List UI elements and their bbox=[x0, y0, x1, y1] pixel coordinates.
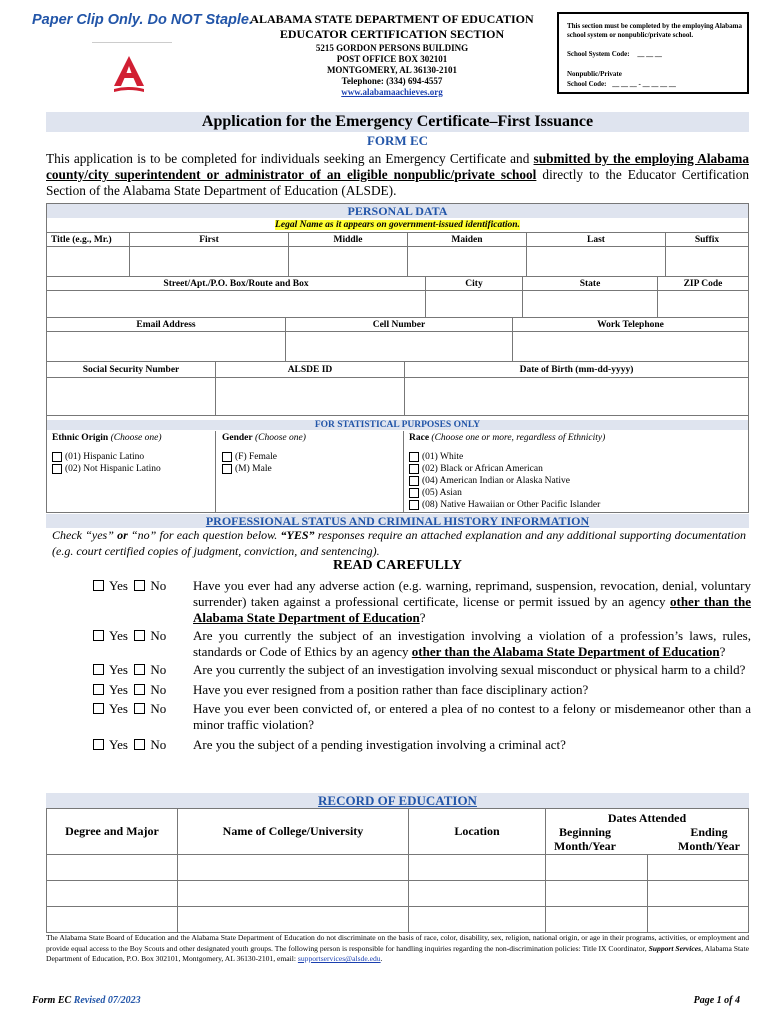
nonpublic-code-field[interactable]: __ __ __ - __ __ __ __ bbox=[612, 80, 676, 88]
question-emphasis: other than the Alabama State Department of Education bbox=[193, 594, 752, 625]
instr-text-1: Check “yes” bbox=[52, 528, 118, 542]
work-telephone-field[interactable] bbox=[513, 332, 749, 362]
no-label: No bbox=[150, 701, 167, 716]
email-field[interactable] bbox=[47, 332, 286, 362]
middle-name-label: Middle bbox=[289, 233, 408, 247]
alsde-logo bbox=[110, 54, 148, 94]
race-option[interactable] bbox=[409, 463, 605, 475]
form-name: Form EC bbox=[32, 995, 72, 1006]
work-telephone-label: Work Telephone bbox=[513, 318, 749, 332]
dates-cell bbox=[546, 907, 749, 933]
school-system-code-label: School System Code: bbox=[567, 50, 630, 58]
yes-checkbox[interactable] bbox=[93, 684, 104, 695]
zip-label: ZIP Code bbox=[658, 277, 749, 291]
college-header: Name of College/University bbox=[178, 809, 409, 855]
ethnic-option-label: (01) Hispanic Latino bbox=[65, 452, 145, 462]
checkbox-icon[interactable] bbox=[409, 464, 419, 474]
yes-checkbox[interactable] bbox=[93, 664, 104, 675]
question-item bbox=[93, 628, 751, 660]
instr-or: or bbox=[117, 528, 128, 542]
degree-field[interactable] bbox=[47, 855, 178, 881]
gender-option-male[interactable] bbox=[222, 463, 306, 475]
checkbox-icon[interactable] bbox=[222, 452, 232, 462]
statistical-heading: FOR STATISTICAL PURPOSES ONLY bbox=[47, 420, 748, 430]
ssn-field[interactable] bbox=[47, 378, 216, 416]
location-header: Location bbox=[409, 809, 546, 855]
race-hint: (Choose one or more, regardless of Ethnicity) bbox=[431, 433, 606, 443]
title-field[interactable] bbox=[47, 247, 130, 277]
begin-date-field[interactable] bbox=[546, 881, 648, 906]
checkbox-icon[interactable] bbox=[52, 464, 62, 474]
address-line-1: 5215 GORDON PERSONS BUILDING bbox=[315, 43, 469, 53]
instr-text-2: “no” for each question below. bbox=[127, 528, 281, 542]
ethnic-option-2[interactable] bbox=[52, 463, 162, 475]
no-label: No bbox=[150, 578, 167, 593]
question-text: Are you the subject of a pending investigation involving a criminal act? bbox=[193, 737, 566, 752]
race-option-label: (04) American Indian or Alaska Native bbox=[422, 476, 570, 486]
question-end: ? bbox=[719, 644, 726, 659]
maiden-name-field[interactable] bbox=[408, 247, 527, 277]
checkbox-icon[interactable] bbox=[52, 452, 62, 462]
race-option[interactable] bbox=[409, 451, 605, 463]
location-field[interactable] bbox=[409, 907, 546, 933]
header-divider bbox=[92, 42, 172, 43]
question-item bbox=[93, 737, 751, 753]
checkbox-icon[interactable] bbox=[409, 476, 419, 486]
disclaimer bbox=[46, 933, 749, 965]
no-label: No bbox=[150, 628, 167, 643]
question-text: Are you currently the subject of an investigation involving sexual misconduct or physical harm to a child? bbox=[193, 662, 746, 677]
revised-date: Revised 07/2023 bbox=[73, 995, 141, 1006]
ethnic-origin-label: Ethnic Origin bbox=[52, 433, 109, 443]
dates-attended-label: Dates Attended bbox=[607, 810, 687, 825]
telephone: Telephone: (334) 694-4557 bbox=[341, 76, 443, 86]
location-field[interactable] bbox=[409, 855, 546, 881]
question-text: Have you ever resigned from a position rather than face disciplinary action? bbox=[193, 682, 589, 697]
employer-note: This section must be completed by the employing Alabama school system or nonpublic/private school. bbox=[567, 22, 743, 39]
dept-name: ALABAMA STATE DEPARTMENT OF EDUCATION bbox=[250, 12, 534, 26]
last-name-label: Last bbox=[527, 233, 666, 247]
yes-checkbox[interactable] bbox=[93, 703, 104, 714]
website-link[interactable]: www.alabamaachieves.org bbox=[341, 87, 443, 97]
disclaimer-text-2: , Alabama State Department of Education, P.O. Box 302101, Montgomery, AL 36130-2101, email: bbox=[46, 943, 749, 963]
end-date-field[interactable] bbox=[648, 881, 749, 906]
state-label: State bbox=[523, 277, 658, 291]
support-email-link[interactable]: supportservices@alsde.edu bbox=[297, 954, 381, 963]
degree-header: Degree and Major bbox=[47, 809, 178, 855]
race-option-label: (05) Asian bbox=[422, 488, 462, 498]
school-system-code-field[interactable]: __ __ __ bbox=[637, 50, 662, 58]
yes-checkbox[interactable] bbox=[93, 630, 104, 641]
paper-clip-note: Paper Clip Only. Do NOT Staple. bbox=[32, 12, 254, 28]
form-label: FORM EC bbox=[366, 133, 429, 148]
first-name-field[interactable] bbox=[130, 247, 289, 277]
education-table bbox=[46, 808, 749, 933]
maiden-name-label: Maiden bbox=[408, 233, 527, 247]
college-field[interactable] bbox=[178, 881, 409, 907]
checkbox-icon[interactable] bbox=[222, 464, 232, 474]
yes-label: Yes bbox=[109, 628, 128, 643]
intro-paragraph bbox=[46, 151, 749, 199]
disclaimer-end: . bbox=[380, 954, 383, 963]
ethnic-option-1[interactable] bbox=[52, 451, 162, 463]
checkbox-icon[interactable] bbox=[409, 488, 419, 498]
no-checkbox[interactable] bbox=[134, 630, 145, 641]
page-number: Page 1 of 4 bbox=[693, 995, 740, 1006]
race-label: Race bbox=[409, 433, 430, 443]
no-checkbox[interactable] bbox=[134, 739, 145, 750]
question-end: ? bbox=[419, 610, 426, 625]
last-name-field[interactable] bbox=[527, 247, 666, 277]
no-checkbox[interactable] bbox=[134, 664, 145, 675]
address-line-2: POST OFFICE BOX 302101 bbox=[336, 54, 448, 64]
read-carefully: READ CAREFULLY bbox=[332, 558, 462, 573]
yes-checkbox[interactable] bbox=[93, 739, 104, 750]
question-item bbox=[93, 578, 751, 626]
gender-option-female[interactable] bbox=[222, 451, 306, 463]
no-label: No bbox=[150, 682, 167, 697]
end-date-field[interactable] bbox=[648, 855, 749, 880]
email-label: Email Address bbox=[47, 318, 286, 332]
cell-number-field[interactable] bbox=[286, 332, 513, 362]
id-table bbox=[46, 361, 749, 416]
yes-label: Yes bbox=[109, 701, 128, 716]
gender-option-label: (F) Female bbox=[235, 452, 277, 462]
ending-label: Ending bbox=[690, 824, 728, 839]
ethnic-option-label: (02) Not Hispanic Latino bbox=[65, 464, 161, 474]
ssn-label: Social Security Number bbox=[47, 362, 216, 378]
yes-label: Yes bbox=[109, 662, 128, 677]
question-item bbox=[93, 701, 751, 733]
dob-label: Date of Birth (mm-dd-yyyy) bbox=[405, 362, 749, 378]
no-checkbox[interactable] bbox=[134, 684, 145, 695]
gender-option-label: (M) Male bbox=[235, 464, 272, 474]
checkbox-icon[interactable] bbox=[409, 452, 419, 462]
street-label: Street/Apt./P.O. Box/Route and Box bbox=[47, 277, 426, 291]
intro-text-2: directly to the Educator Certification Section of the Alabama State Department of Education (ALSDE). bbox=[46, 167, 750, 198]
intro-text-1: This application is to be completed for individuals seeking an Emergency Certificate and bbox=[46, 151, 534, 166]
yes-checkbox[interactable] bbox=[93, 580, 104, 591]
alsde-id-label: ALSDE ID bbox=[216, 362, 405, 378]
stat-divider-2 bbox=[403, 431, 404, 513]
race-group bbox=[409, 433, 605, 511]
yes-label: Yes bbox=[109, 578, 128, 593]
page-title: Application for the Emergency Certificate–First Issuance bbox=[46, 112, 749, 132]
question-text: Have you ever had any adverse action (e.g. warning, reprimand, suspension, revocation, denial, voluntary surrender) taken against a professional certificate, license or permit issued by an agency bbox=[193, 578, 751, 609]
question-item bbox=[93, 662, 751, 678]
gender-hint: (Choose one) bbox=[254, 433, 306, 443]
cell-number-label: Cell Number bbox=[286, 318, 513, 332]
college-field[interactable] bbox=[178, 907, 409, 933]
race-option[interactable] bbox=[409, 475, 605, 487]
dates-cell bbox=[546, 881, 749, 907]
address-line-3: MONTGOMERY, AL 36130-2101 bbox=[326, 65, 458, 75]
state-field[interactable] bbox=[523, 291, 658, 318]
nonpublic-label: Nonpublic/Private bbox=[567, 70, 622, 78]
suffix-field[interactable] bbox=[666, 247, 749, 277]
employer-box bbox=[557, 12, 749, 94]
ending-sub: Month/Year bbox=[678, 838, 740, 853]
street-field[interactable] bbox=[47, 291, 426, 318]
alsde-id-field[interactable] bbox=[216, 378, 405, 416]
question-emphasis: other than the Alabama State Department of Education bbox=[411, 644, 720, 659]
yes-label: Yes bbox=[109, 737, 128, 752]
legal-name-note: Legal Name as it appears on government-issued identification. bbox=[275, 220, 520, 230]
race-option-label: (02) Black or African American bbox=[422, 464, 543, 474]
degree-field[interactable] bbox=[47, 907, 178, 933]
first-name-label: First bbox=[130, 233, 289, 247]
professional-heading: PROFESSIONAL STATUS AND CRIMINAL HISTORY INFORMATION bbox=[46, 514, 749, 528]
personal-data-heading: PERSONAL DATA bbox=[47, 204, 748, 218]
begin-date-field[interactable] bbox=[546, 855, 648, 880]
name-table bbox=[46, 232, 749, 277]
disclaimer-support-services: Support Services bbox=[648, 943, 702, 953]
contact-table bbox=[46, 317, 749, 362]
address-table bbox=[46, 276, 749, 318]
stat-divider-1 bbox=[215, 431, 216, 513]
city-label: City bbox=[426, 277, 523, 291]
professional-instructions bbox=[52, 528, 746, 559]
ethnic-origin-group bbox=[52, 433, 162, 475]
no-label: No bbox=[150, 662, 167, 677]
intro-emphasis: submitted by the employing Alabama county/city superintendent or administrator of an eligible nonpublic/private school bbox=[46, 151, 749, 182]
ethnic-hint: (Choose one) bbox=[110, 433, 162, 443]
college-field[interactable] bbox=[178, 855, 409, 881]
question-text: Are you currently the subject of an investigation involving a violation of a profession’s laws, rules, standards or Code of Ethics by an agency bbox=[193, 628, 751, 659]
begin-date-field[interactable] bbox=[546, 907, 648, 932]
middle-name-field[interactable] bbox=[289, 247, 408, 277]
section-name: EDUCATOR CERTIFICATION SECTION bbox=[279, 27, 505, 41]
race-option-label: (01) White bbox=[422, 452, 464, 462]
suffix-label: Suffix bbox=[666, 233, 749, 247]
education-heading: RECORD OF EDUCATION bbox=[46, 793, 749, 808]
no-checkbox[interactable] bbox=[134, 703, 145, 714]
beginning-sub: Month/Year bbox=[554, 838, 616, 853]
yes-label: Yes bbox=[109, 682, 128, 697]
beginning-label: Beginning bbox=[558, 824, 612, 839]
instr-text-3: responses require an attached explanation and any additional supporting documentation (e.g. court certified copies of judgment, conviction, and sentencing). bbox=[52, 528, 746, 558]
title-label: Title (e.g., Mr.) bbox=[47, 233, 130, 247]
checkbox-icon[interactable] bbox=[409, 500, 419, 510]
race-option[interactable] bbox=[409, 499, 605, 511]
city-field[interactable] bbox=[426, 291, 523, 318]
no-label: No bbox=[150, 737, 167, 752]
question-text: Have you ever been convicted of, or entered a plea of no contest to a felony or misdemeanor other than a minor traffic violation? bbox=[193, 701, 751, 732]
degree-field[interactable] bbox=[47, 881, 178, 907]
question-list bbox=[93, 578, 751, 753]
dob-field[interactable] bbox=[405, 378, 749, 416]
dates-header bbox=[546, 809, 749, 855]
location-field[interactable] bbox=[409, 881, 546, 907]
gender-label: Gender bbox=[222, 433, 253, 443]
school-code-label: School Code: bbox=[567, 80, 607, 88]
question-item bbox=[93, 682, 751, 698]
race-option[interactable] bbox=[409, 487, 605, 499]
instr-yes: “YES” bbox=[280, 528, 315, 542]
disclaimer-text: The Alabama State Board of Education and the Alabama State Department of Education do not discriminate on the basis of race, color, disability, sex, religion, national origin, or age in their programs, activities, or employment and provide equal access to the Boy Scouts and other designated youth groups. The following person is responsible for handling inquiries regarding the non-discrimination policies: Title IX Coordinator, bbox=[46, 933, 749, 953]
zip-field[interactable] bbox=[658, 291, 749, 318]
race-option-label: (08) Native Hawaiian or Other Pacific Islander bbox=[422, 500, 601, 510]
end-date-field[interactable] bbox=[648, 907, 749, 932]
form-revision bbox=[32, 995, 141, 1006]
dates-cell bbox=[546, 855, 749, 881]
no-checkbox[interactable] bbox=[134, 580, 145, 591]
gender-group bbox=[222, 433, 306, 475]
logo-a-icon bbox=[110, 54, 148, 94]
